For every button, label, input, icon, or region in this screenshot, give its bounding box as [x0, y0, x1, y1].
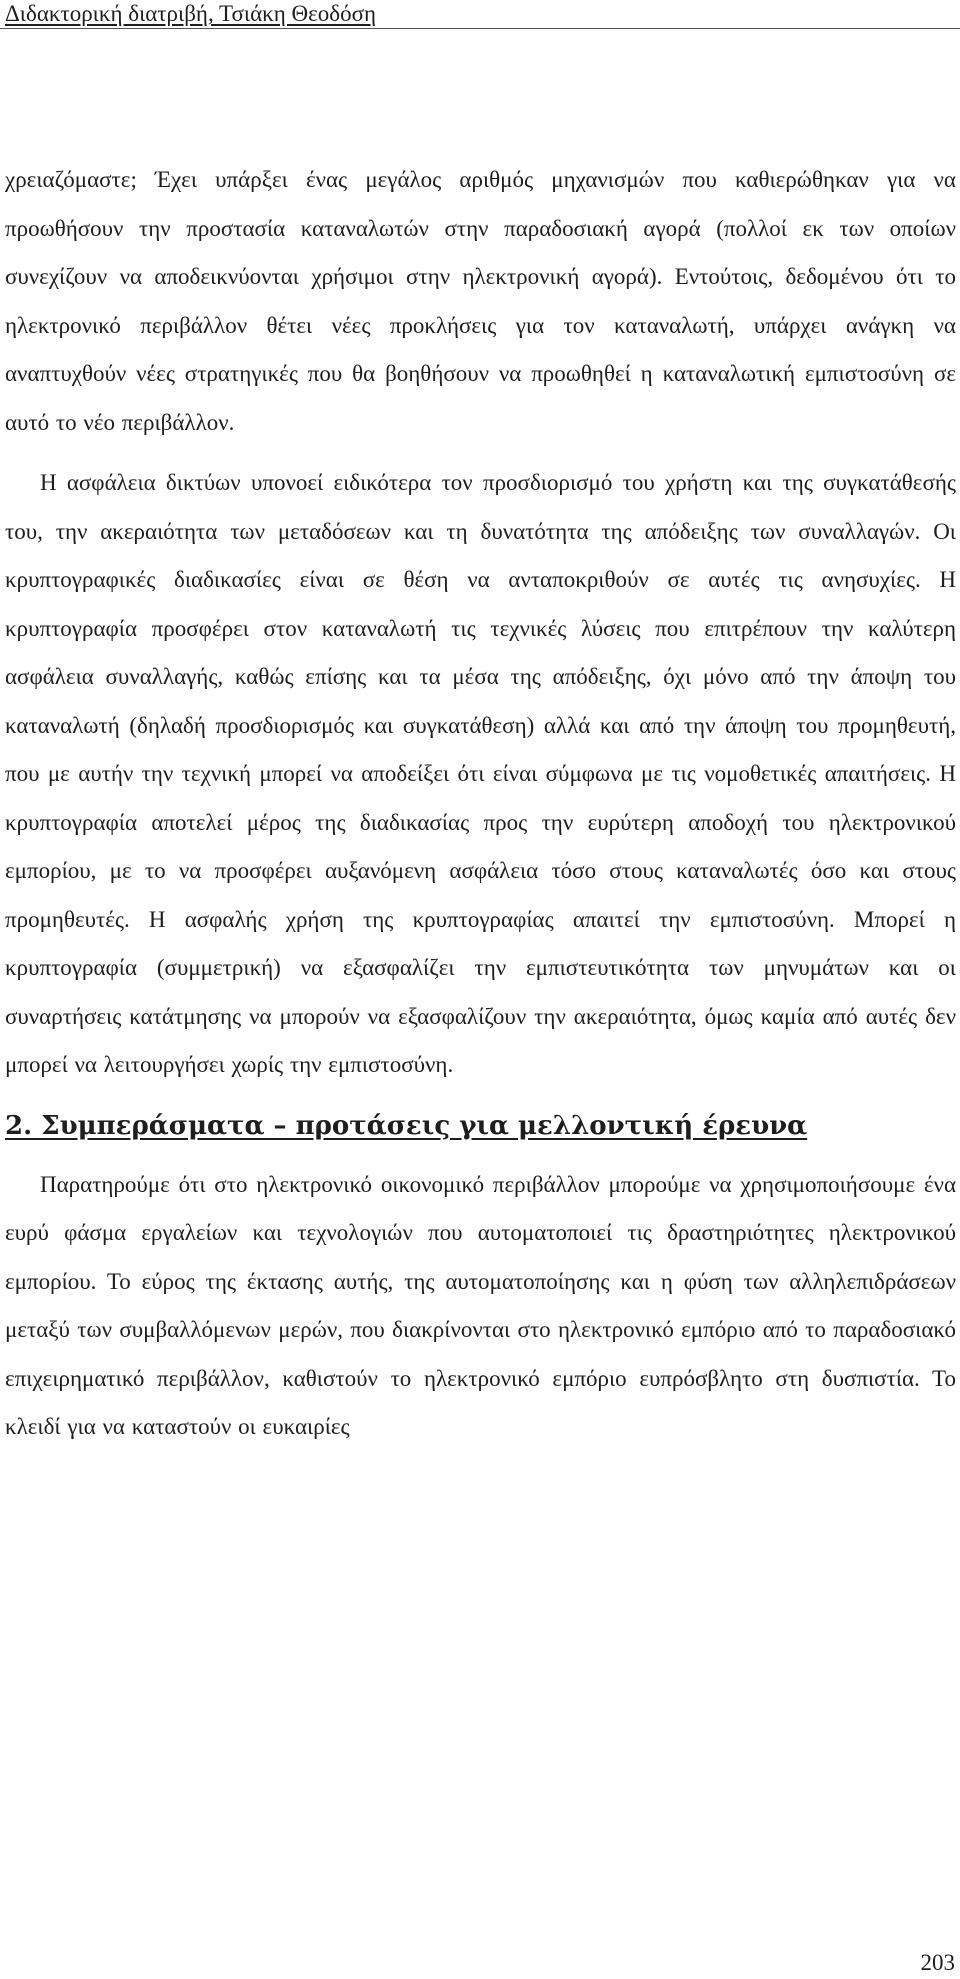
document-body — [5, 156, 956, 1452]
paragraph-network-security: Η ασφάλεια δικτύων υπονοεί ειδικότερα τον προσδιορισμό του χρήστη και της συγκατάθεσής του, την ακεραιότητα των μεταδόσεων και τη δυνατότητα της απόδειξης των συναλλαγών. Οι κρυπτογραφικές διαδικασίες είναι σε θέση να ανταποκριθούν σε αυτές τις ανησυχίες. Η κρυπτογραφία προσφέρει στον καταναλωτή τις τεχνικές λύσεις που επιτρέπουν την καλύτερη ασφάλεια συναλλαγής, καθώς επίσης και τα μέσα της απόδειξης, όχι μόνο από την άποψη του καταναλωτή (δηλαδή προσδιορισμός και συγκατάθεση) αλλά και από την άποψη του προμηθευτή, που με αυτήν την τεχνική μπορεί να αποδείξει ότι είναι σύμφωνα με τις νομοθετικές απαιτήσεις. Η κρυπτογραφία αποτελεί μέρος της διαδικασίας προς την ευρύτερη αποδοχή του ηλεκτρονικού εμπορίου, με το να προσφέρει αυξανόμενη ασφάλεια τόσο στους καταναλωτές όσο και στους προμηθευτές. Η ασφαλής χρήση της κρυπτογραφίας απαιτεί την εμπιστοσύνη. Μπορεί η κρυπτογραφία (συμμετρική) να εξασφαλίζει την εμπιστευτικότητα των μηνυμάτων και οι συναρτήσεις κατάτμησης να μπορούν να εξασφαλίζουν την ακεραιότητα, όμως καμία από αυτές δεν μπορεί να λειτουργήσει χωρίς την εμπιστοσύνη. — [5, 470, 956, 1077]
page-number: 203 — [920, 1950, 955, 1975]
header-rule — [0, 28, 960, 29]
paragraph-continued: χρειαζόμαστε; Έχει υπάρξει ένας μεγάλος αριθμός μηχανισμών που καθιερώθηκαν για να προωθήσουν την προστασία καταναλωτών στην παραδοσιακή αγορά (πολλοί εκ των οποίων συνεχίζουν να αποδεικνύονται χρήσιμοι στην ηλεκτρονική αγορά). Εντούτοις, δεδομένου ότι το ηλεκτρονικό περιβάλλον θέτει νέες προκλήσεις για τον καταναλωτή, υπάρχει ανάγκη να αναπτυχθούν νέες στρατηγικές που θα βοηθήσουν να προωθηθεί η καταναλωτική εμπιστοσύνη σε αυτό το νέο περιβάλλον. — [5, 167, 956, 435]
section-heading: 2. Συμπεράσματα – προτάσεις για μελλοντική έρευνα — [5, 1110, 808, 1141]
paragraph-conclusions: Παρατηρούμε ότι στο ηλεκτρονικό οικονομικό περιβάλλον μπορούμε να χρησιμοποιήσουμε ένα ευρύ φάσμα εργαλείων και τεχνολογιών που αυτοματοποιεί τις δραστηριότητες ηλεκτρονικού εμπορίου. Το εύρος της έκτασης αυτής, της αυτοματοποίησης και η φύση των αλληλεπιδράσεων μεταξύ των συμβαλλόμενων μερών, που διακρίνονται στο ηλεκτρονικό εμπόριο από το παραδοσιακό επιχειρηματικό περιβάλλον, καθιστούν το ηλεκτρονικό εμπόριο ευπρόσβλητο στη δυσπιστία. Το κλειδί για να καταστούν οι ευκαιρίες — [5, 1171, 956, 1439]
running-header: Διδακτορική διατριβή, Τσιάκη Θεοδόση — [5, 1, 377, 26]
